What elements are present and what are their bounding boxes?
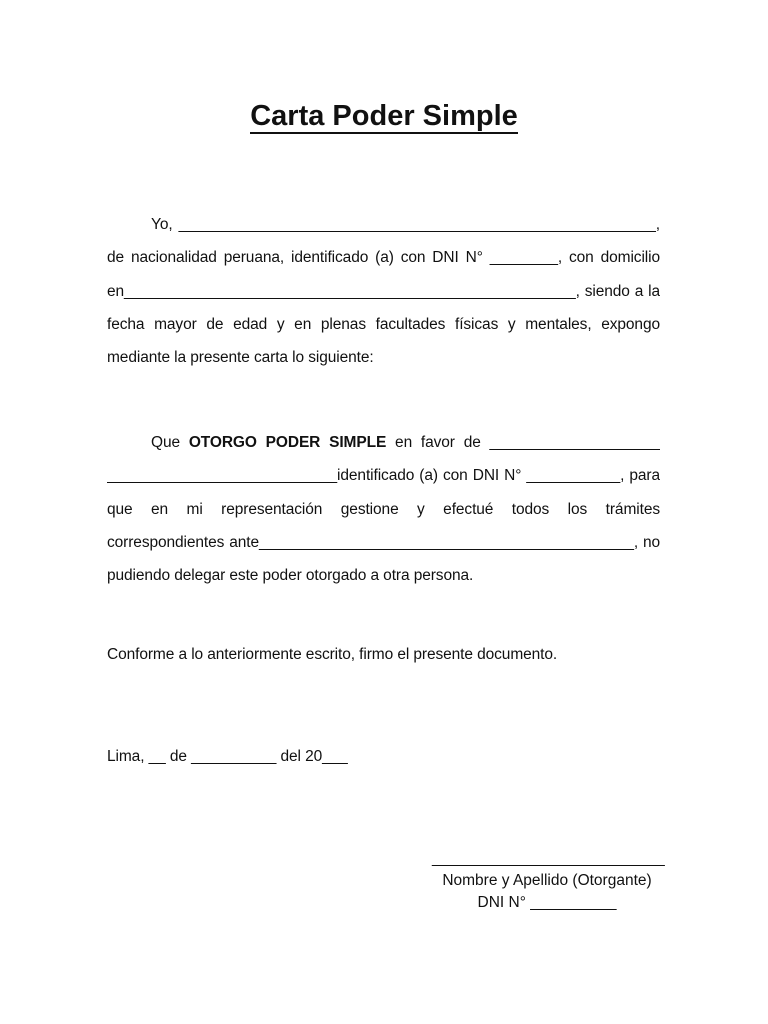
paragraph-line (107, 208, 660, 241)
paragraph-conformity (107, 638, 660, 671)
document-title (0, 96, 768, 136)
paragraph-line: en_____________________________________________________, siendo a la (107, 282, 660, 300)
date-line (107, 740, 660, 773)
paragraph-line: fecha mayor de edad y en plenas facultades físicas y mentales, expongo (107, 315, 660, 333)
date-text: Lima, __ de __________ del 20___ (107, 748, 348, 765)
paragraph-line: Conforme a lo anteriormente escrito, firmo el presente documento. (107, 646, 558, 663)
text-en-favor: en favor de ____________________ (395, 434, 660, 451)
bold-otorgo-poder: OTORGO PODER SIMPLE (188, 434, 387, 451)
paragraph-declaration (107, 208, 660, 374)
paragraph-line: correspondientes ante____________________________________________, no (107, 533, 660, 551)
paragraph-grant (107, 426, 660, 592)
blank-name: ________________________________________________________, (178, 216, 660, 233)
signature-name-label: Nombre y Apellido (Otorgante) (442, 872, 652, 889)
signature-line: ___________________________ (432, 850, 665, 867)
document-title-text: Carta Poder Simple (250, 100, 518, 132)
signature-dni-label: DNI N° __________ (477, 894, 617, 911)
paragraph-line: mediante la presente carta lo siguiente: (107, 349, 374, 367)
paragraph-line: que en mi representación gestione y efectué todos los trámites (107, 500, 660, 518)
paragraph-line: pudiendo delegar este poder otorgado a otra persona. (107, 567, 474, 585)
text-que: Que (151, 434, 180, 451)
text-yo: Yo, (151, 216, 173, 233)
paragraph-line: ___________________________identificado (a) con DNI N° ___________, para (107, 467, 660, 485)
paragraph-line: de nacionalidad peruana, identificado (a) con DNI N° ________, con domicilio (107, 249, 660, 267)
signature-block (432, 848, 665, 914)
paragraph-line (107, 426, 660, 459)
